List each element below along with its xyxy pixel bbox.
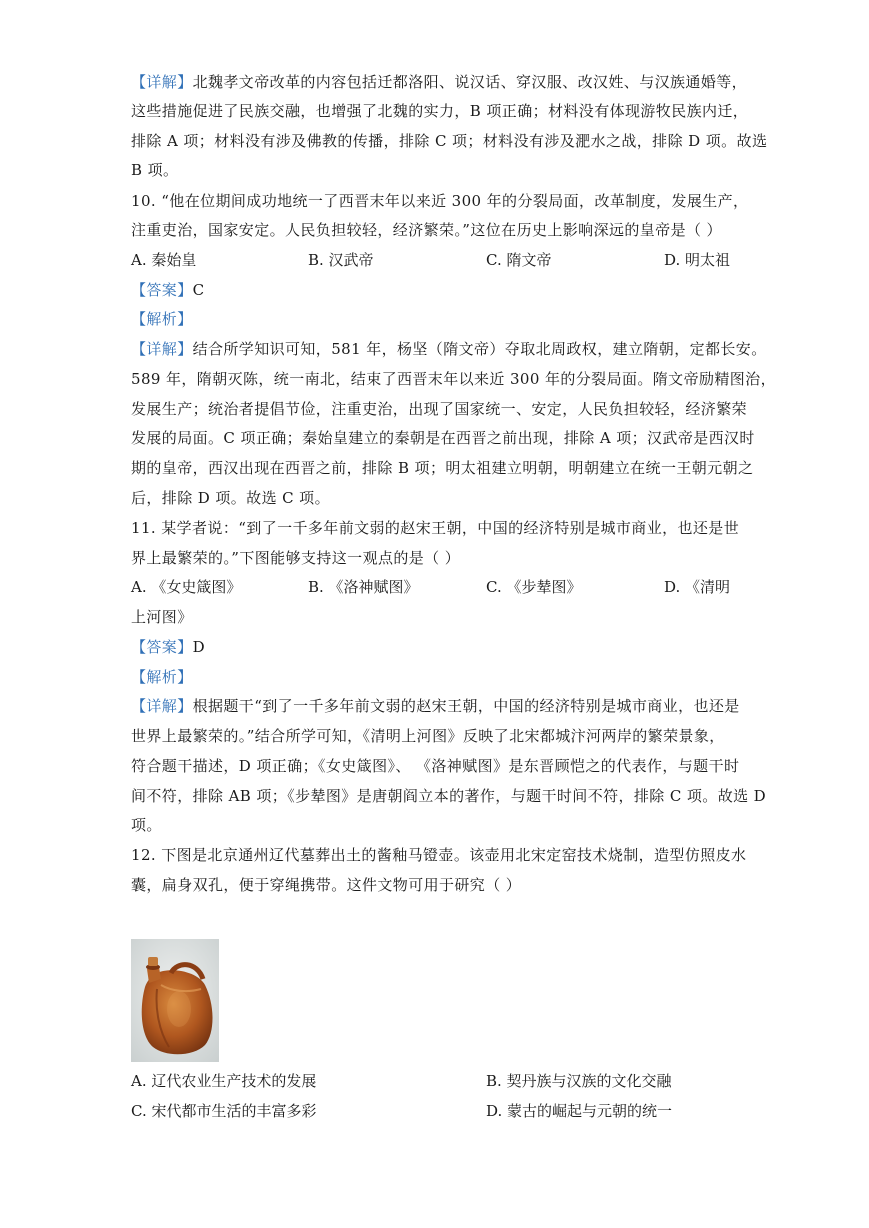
answer-tag: 【答案】 bbox=[131, 638, 193, 656]
q10-detail-line-5: 期的皇帝，西汉出现在西晋之前，排除 B 项；明太祖建立明朝，明朝建立在统一王朝元朝之 bbox=[131, 459, 754, 477]
answer-tag: 【答案】 bbox=[131, 281, 193, 299]
q10-stem-line-2: 注重吏治，国家安定。人民负担较轻，经济繁荣。”这位在历史上影响深远的皇帝是（ ） bbox=[131, 221, 722, 239]
q10-option-a: A. 秦始皇 bbox=[131, 251, 197, 269]
q11-detail-line-4: 间不符，排除 AB 项；《步辇图》是唐朝阎立本的著作，与题干时间不符，排除 C 项。故选 D bbox=[131, 787, 767, 805]
q12-option-d: D. 蒙古的崛起与元朝的统一 bbox=[486, 1102, 673, 1120]
q12-option-a: A. 辽代农业生产技术的发展 bbox=[131, 1072, 317, 1090]
q12-option-b: B. 契丹族与汉族的文化交融 bbox=[486, 1072, 672, 1090]
detail-text: 结合所学知识可知，581 年，杨坚（隋文帝）夺取北周政权，建立隋朝，定都长安。 bbox=[192, 340, 767, 358]
q10-detail-line-6: 后，排除 D 项。故选 C 项。 bbox=[131, 489, 330, 507]
answer-value: C bbox=[192, 281, 205, 299]
q10-detail-line-2: 589 年，隋朝灭陈，统一南北，结束了西晋末年以来近 300 年的分裂局面。隋文帝励精图治， bbox=[131, 370, 776, 388]
q10-detail-line-1 bbox=[131, 339, 767, 359]
detail-tag: 【详解】 bbox=[131, 340, 193, 358]
q10-option-d: D. 明太祖 bbox=[664, 251, 731, 269]
q12-stem-line-2: 囊，扁身双孔，便于穿绳携带。这件文物可用于研究（ ） bbox=[131, 876, 522, 894]
q12-option-c: C. 宋代都市生活的丰富多彩 bbox=[131, 1102, 317, 1120]
q11-option-d: D. 《清明 bbox=[664, 578, 731, 596]
q9-detail-line-2: 这些措施促进了民族交融，也增强了北魏的实力，B 项正确；材料没有体现游牧民族内迁， bbox=[131, 102, 749, 120]
q12-stem-line-1: 12. 下图是北京通州辽代墓葬出土的酱釉马镫壶。该壶用北宋定窑技术烧制，造型仿照皮水 bbox=[131, 846, 747, 864]
artifact-photo bbox=[131, 939, 219, 1062]
q11-detail-line-5: 项。 bbox=[131, 816, 162, 834]
q9-detail-line-1 bbox=[131, 72, 748, 92]
q11-option-d-continued: 上河图》 bbox=[131, 608, 193, 626]
q10-detail-line-4: 发展的局面。C 项正确；秦始皇建立的秦朝是在西晋之前出现，排除 A 项；汉武帝是西汉时 bbox=[131, 429, 755, 447]
q11-stem-line-2: 界上最繁荣的。”下图能够支持这一观点的是（ ） bbox=[131, 549, 461, 567]
q11-detail-line-1 bbox=[131, 696, 741, 716]
q11-analysis-tag: 【解析】 bbox=[131, 668, 193, 686]
q11-answer bbox=[131, 637, 741, 657]
detail-text: 根据题干“到了一千多年前文弱的赵宋王朝，中国的经济特别是城市商业，也还是 bbox=[192, 697, 740, 715]
q11-option-c: C. 《步辇图》 bbox=[486, 578, 582, 596]
q9-detail-line-3: 排除 A 项；材料没有涉及佛教的传播，排除 C 项；材料没有涉及淝水之战，排除 D 项。故选 bbox=[131, 132, 768, 150]
detail-text: 北魏孝文帝改革的内容包括迁都洛阳、说汉话、穿汉服、改汉姓、与汉族通婚等， bbox=[192, 73, 748, 91]
q10-analysis-tag: 【解析】 bbox=[131, 310, 193, 328]
detail-tag: 【详解】 bbox=[131, 697, 193, 715]
q11-detail-line-2: 世界上最繁荣的。”结合所学可知，《清明上河图》反映了北宋都城汴河两岸的繁荣景象， bbox=[131, 727, 725, 745]
q10-option-b: B. 汉武帝 bbox=[308, 251, 374, 269]
stirrup-pot-image bbox=[131, 939, 219, 1062]
answer-value: D bbox=[192, 638, 206, 656]
q9-detail-line-4: B 项。 bbox=[131, 161, 179, 179]
q11-detail-line-3: 符合题干描述，D 项正确；《女史箴图》、 《洛神赋图》是东晋顾恺之的代表作，与题干时 bbox=[131, 757, 740, 775]
q11-stem-line-1: 11. 某学者说：“到了一千多年前文弱的赵宋王朝，中国的经济特别是城市商业，也还是世 bbox=[131, 519, 740, 537]
q10-answer bbox=[131, 280, 741, 300]
q10-detail-line-3: 发展生产；统治者提倡节俭，注重吏治，出现了国家统一、安定，人民负担较轻，经济繁荣 bbox=[131, 400, 748, 418]
q10-stem-line-1: 10. “他在位期间成功地统一了西晋末年以来近 300 年的分裂局面，改革制度，发展生产， bbox=[131, 192, 749, 210]
q11-option-a: A. 《女史箴图》 bbox=[131, 578, 242, 596]
q11-option-b: B. 《洛神赋图》 bbox=[308, 578, 419, 596]
q10-option-c: C. 隋文帝 bbox=[486, 251, 552, 269]
detail-tag: 【详解】 bbox=[131, 73, 193, 91]
